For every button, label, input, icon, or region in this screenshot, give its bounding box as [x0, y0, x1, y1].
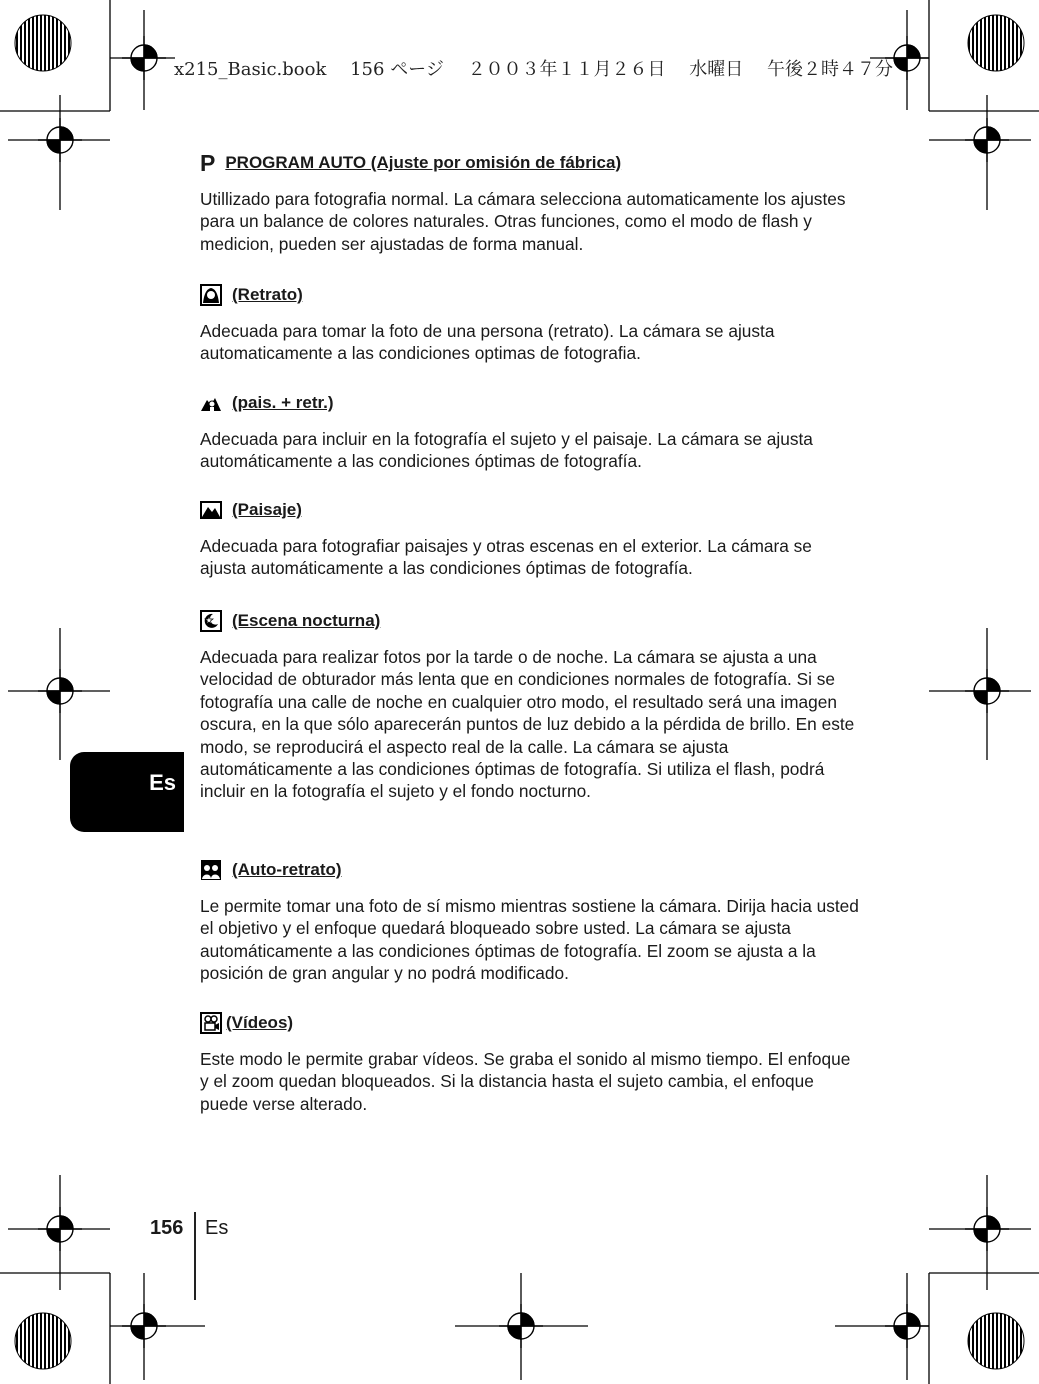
- section-body: Este modo le permite grabar vídeos. Se graba el sonido al mismo tiempo. El enfoque y el zoom quedan bloqueados. Si la distancia hasta el sujeto cambia, el enfoque puede verse alterado.: [200, 1049, 851, 1114]
- section-body: Adecuada para fotografiar paisajes y otras escenas en el exterior. La cámara se ajusta automáticamente a las condiciones óptimas de fotografía.: [200, 536, 812, 579]
- page-number: 156: [150, 1217, 184, 1239]
- section-title: (Vídeos): [226, 1013, 294, 1032]
- section-heading: [200, 857, 860, 883]
- language-side-tab: [70, 752, 184, 832]
- section-title: PROGRAM AUTO (Ajuste por omisión de fábrica): [225, 153, 622, 172]
- section-title: (Auto-retrato): [232, 860, 342, 879]
- language-tab-label: Es: [149, 770, 176, 795]
- section-body: Utillizado para fotografia normal. La cámara selecciona automaticamente los ajustes para un balance de colores naturales. Otras funciones, como el modo de flash y medicion, pueden ser ajustadas de forma manual.: [200, 189, 846, 254]
- header-date: ２００３年１１月２６日: [467, 59, 666, 80]
- section-heading: [200, 150, 860, 176]
- section-program-auto: [200, 150, 860, 255]
- section-title: (Retrato): [232, 285, 303, 304]
- section-pais-retr: [200, 390, 860, 473]
- section-title: (Escena nocturna): [232, 611, 381, 630]
- section-title: (pais. + retr.): [232, 393, 334, 412]
- section-body: Adecuada para tomar la foto de una persona (retrato). La cámara se ajusta automaticamente a las condiciones optimas de fotografia.: [200, 321, 775, 364]
- section-heading: [200, 608, 860, 634]
- section-auto-retrato: [200, 857, 860, 985]
- header-time: 午後２時４７分: [767, 59, 894, 80]
- section-heading: [200, 282, 860, 308]
- section-retrato: [200, 282, 860, 365]
- landscape-portrait-icon: [200, 392, 222, 414]
- landscape-icon: [200, 499, 222, 521]
- footer-divider: [194, 1212, 196, 1300]
- section-body: Adecuada para incluir en la fotografía el sujeto y el paisaje. La cámara se ajusta automáticamente a las condiciones óptimas de fotografía.: [200, 429, 813, 472]
- footer-language: Es: [205, 1217, 229, 1239]
- header-file: x215_Basic.book: [174, 59, 327, 80]
- section-heading: [200, 497, 860, 523]
- section-body: Adecuada para realizar fotos por la tarde o de noche. La cámara se ajusta a una velocidad de obturador más lenta que en condiciones normales de fotografía. Si se fotografía una calle de noche en cualquier otro modo, el resultado será una imagen oscura, en la que sólo aparecerán puntos de luz debido a la pérdida de brillo. En este modo, se reproducirá el aspecto real de la calle. La cámara se ajusta automáticamente a las condiciones óptimas de fotografía. Si utiliza el flash, podrá incluir en la fotografía el sujeto y el fondo nocturno.: [200, 647, 855, 802]
- section-title: (Paisaje): [232, 500, 302, 519]
- header-weekday: 水曜日: [689, 59, 744, 80]
- night-scene-icon: [200, 610, 222, 632]
- self-portrait-icon: [200, 859, 222, 881]
- header-info-line: [174, 55, 911, 81]
- section-heading: [200, 390, 860, 416]
- section-heading: [200, 1010, 860, 1036]
- section-paisaje: [200, 497, 860, 580]
- header-page: 156 ページ: [350, 59, 444, 80]
- portrait-icon: [200, 284, 222, 306]
- section-body: Le permite tomar una foto de sí mismo mientras sostiene la cámara. Dirija hacia usted el objetivo y el enfoque quedará bloqueado sobre usted. La cámara se ajusta automáticamente a las condiciones óptimas de fotografía. El zoom se ajusta a la posición de gran angular y no podrá modificado.: [200, 896, 859, 984]
- movie-icon: [200, 1012, 222, 1034]
- section-escena-nocturna: [200, 608, 860, 803]
- section-videos: [200, 1010, 860, 1115]
- p-letter-icon: P: [200, 149, 216, 176]
